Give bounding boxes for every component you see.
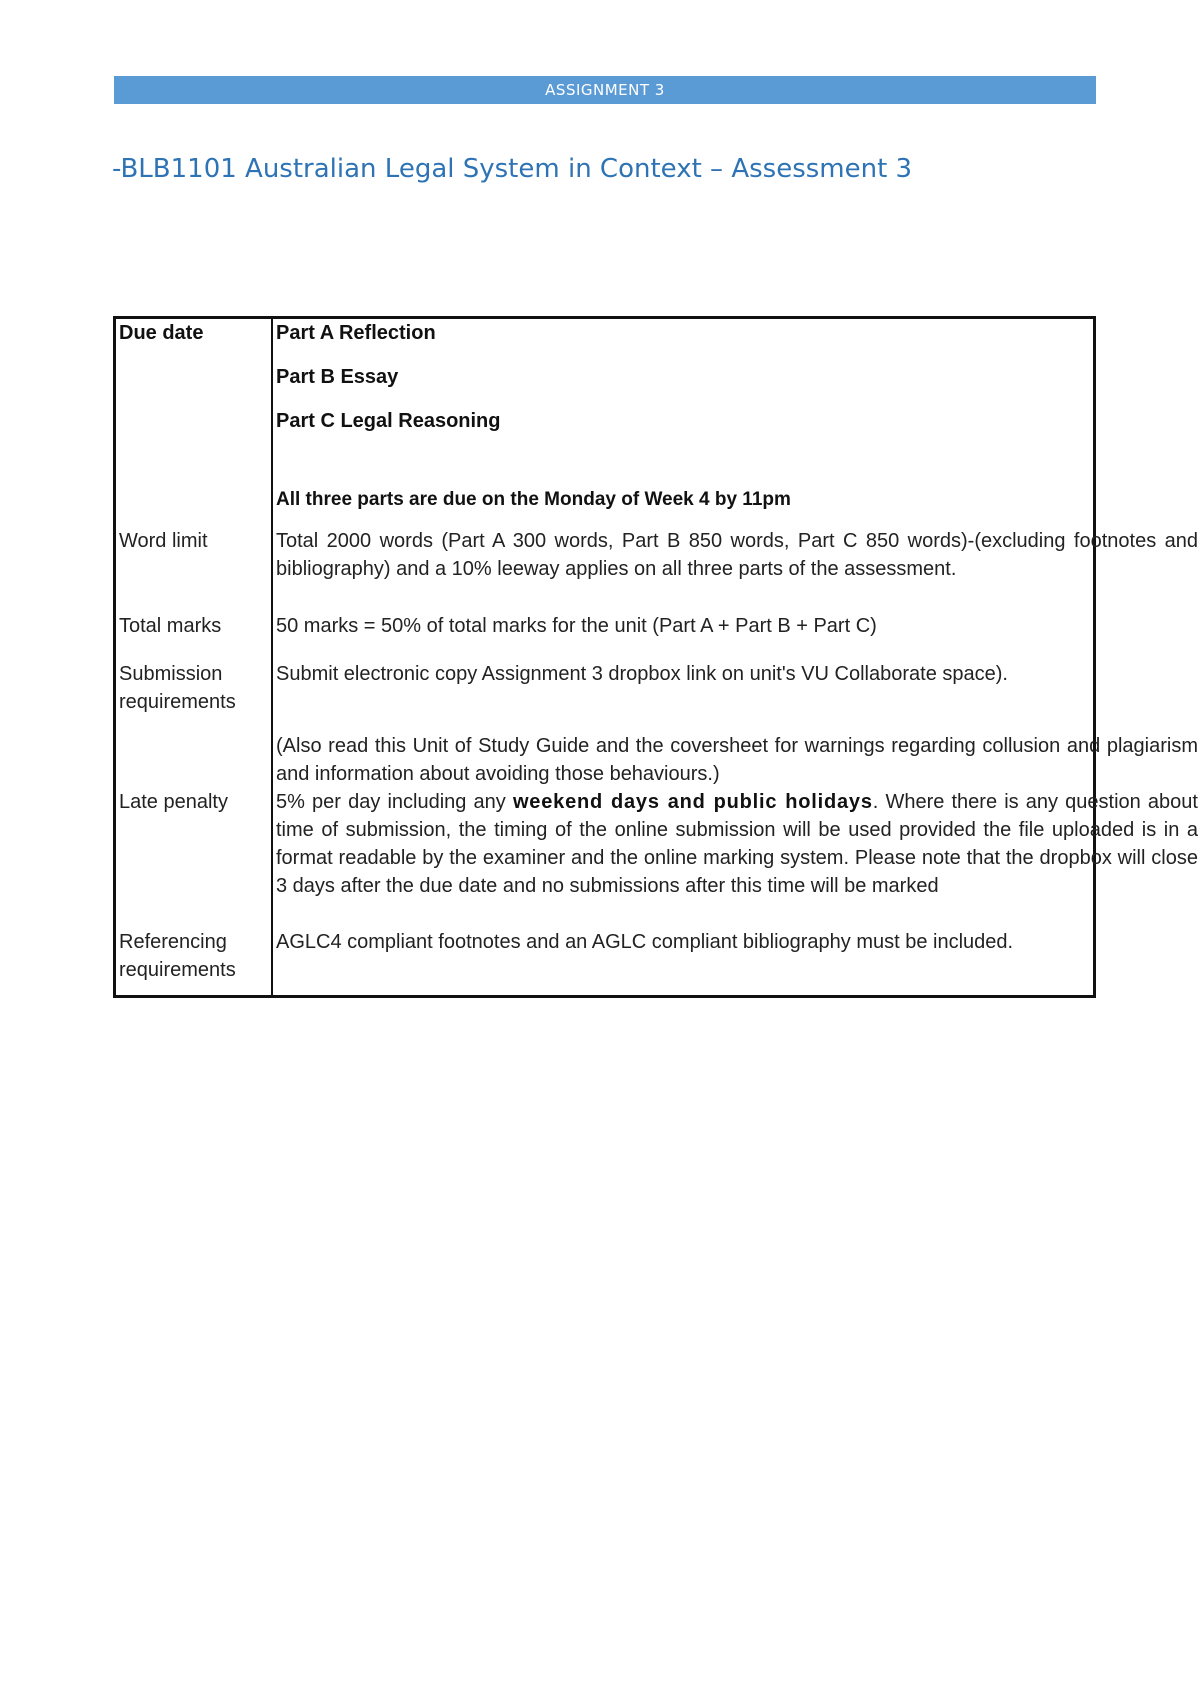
submission-label-line1: Submission <box>119 663 223 685</box>
part-b-title: Part B Essay <box>276 366 399 388</box>
referencing-label-line1: Referencing <box>119 931 227 953</box>
word-limit-label: Word limit <box>119 530 208 552</box>
word-limit-value: Total 2000 words (Part A 300 words, Part B 850 words, Part C 850 words)-(excluding footnotes and bibliography) and a 10% leeway applies on all three parts of the assessment. <box>276 530 1198 580</box>
header-band-text: ASSIGNMENT 3 <box>545 81 665 99</box>
late-penalty-label: Late penalty <box>119 791 228 813</box>
document-title: -BLB1101 Australian Legal System in Context – Assessment 3 <box>112 154 913 184</box>
total-marks-value: 50 marks = 50% of total marks for the unit (Part A + Part B + Part C) <box>276 615 877 637</box>
late-penalty-emphasis: weekend days and public holidays <box>512 791 873 813</box>
late-penalty-text-end: . Where there is any question about time of submission, the timing of the online submission will be used provided the file uploaded is in a format readable by the examiner and the online marking system. Please note that the dropbox will close 3 days after the due date and no submissions after this time will be marked <box>276 791 1198 897</box>
assessment-info-table <box>113 316 1198 998</box>
submission-note: (Also read this Unit of Study Guide and the coversheet for warnings regarding collusion and plagiarism and information about avoiding those behaviours.) <box>276 735 1198 785</box>
total-marks-label: Total marks <box>119 615 222 637</box>
column-divider <box>271 319 273 995</box>
late-penalty-value <box>276 788 1198 900</box>
header-band <box>114 76 1096 104</box>
due-date-label: Due date <box>119 322 204 344</box>
referencing-label-line2: requirements <box>119 959 236 981</box>
part-c-title: Part C Legal Reasoning <box>276 410 501 432</box>
late-penalty-text-start: 5% per day including any <box>276 791 513 813</box>
submission-value: Submit electronic copy Assignment 3 dropbox link on unit's VU Collaborate space). <box>276 663 1008 685</box>
referencing-value: AGLC4 compliant footnotes and an AGLC compliant bibliography must be included. <box>276 931 1014 953</box>
submission-label-line2: requirements <box>119 691 236 713</box>
due-date-note: All three parts are due on the Monday of Week 4 by 11pm <box>276 489 791 510</box>
part-a-title: Part A Reflection <box>276 322 436 344</box>
